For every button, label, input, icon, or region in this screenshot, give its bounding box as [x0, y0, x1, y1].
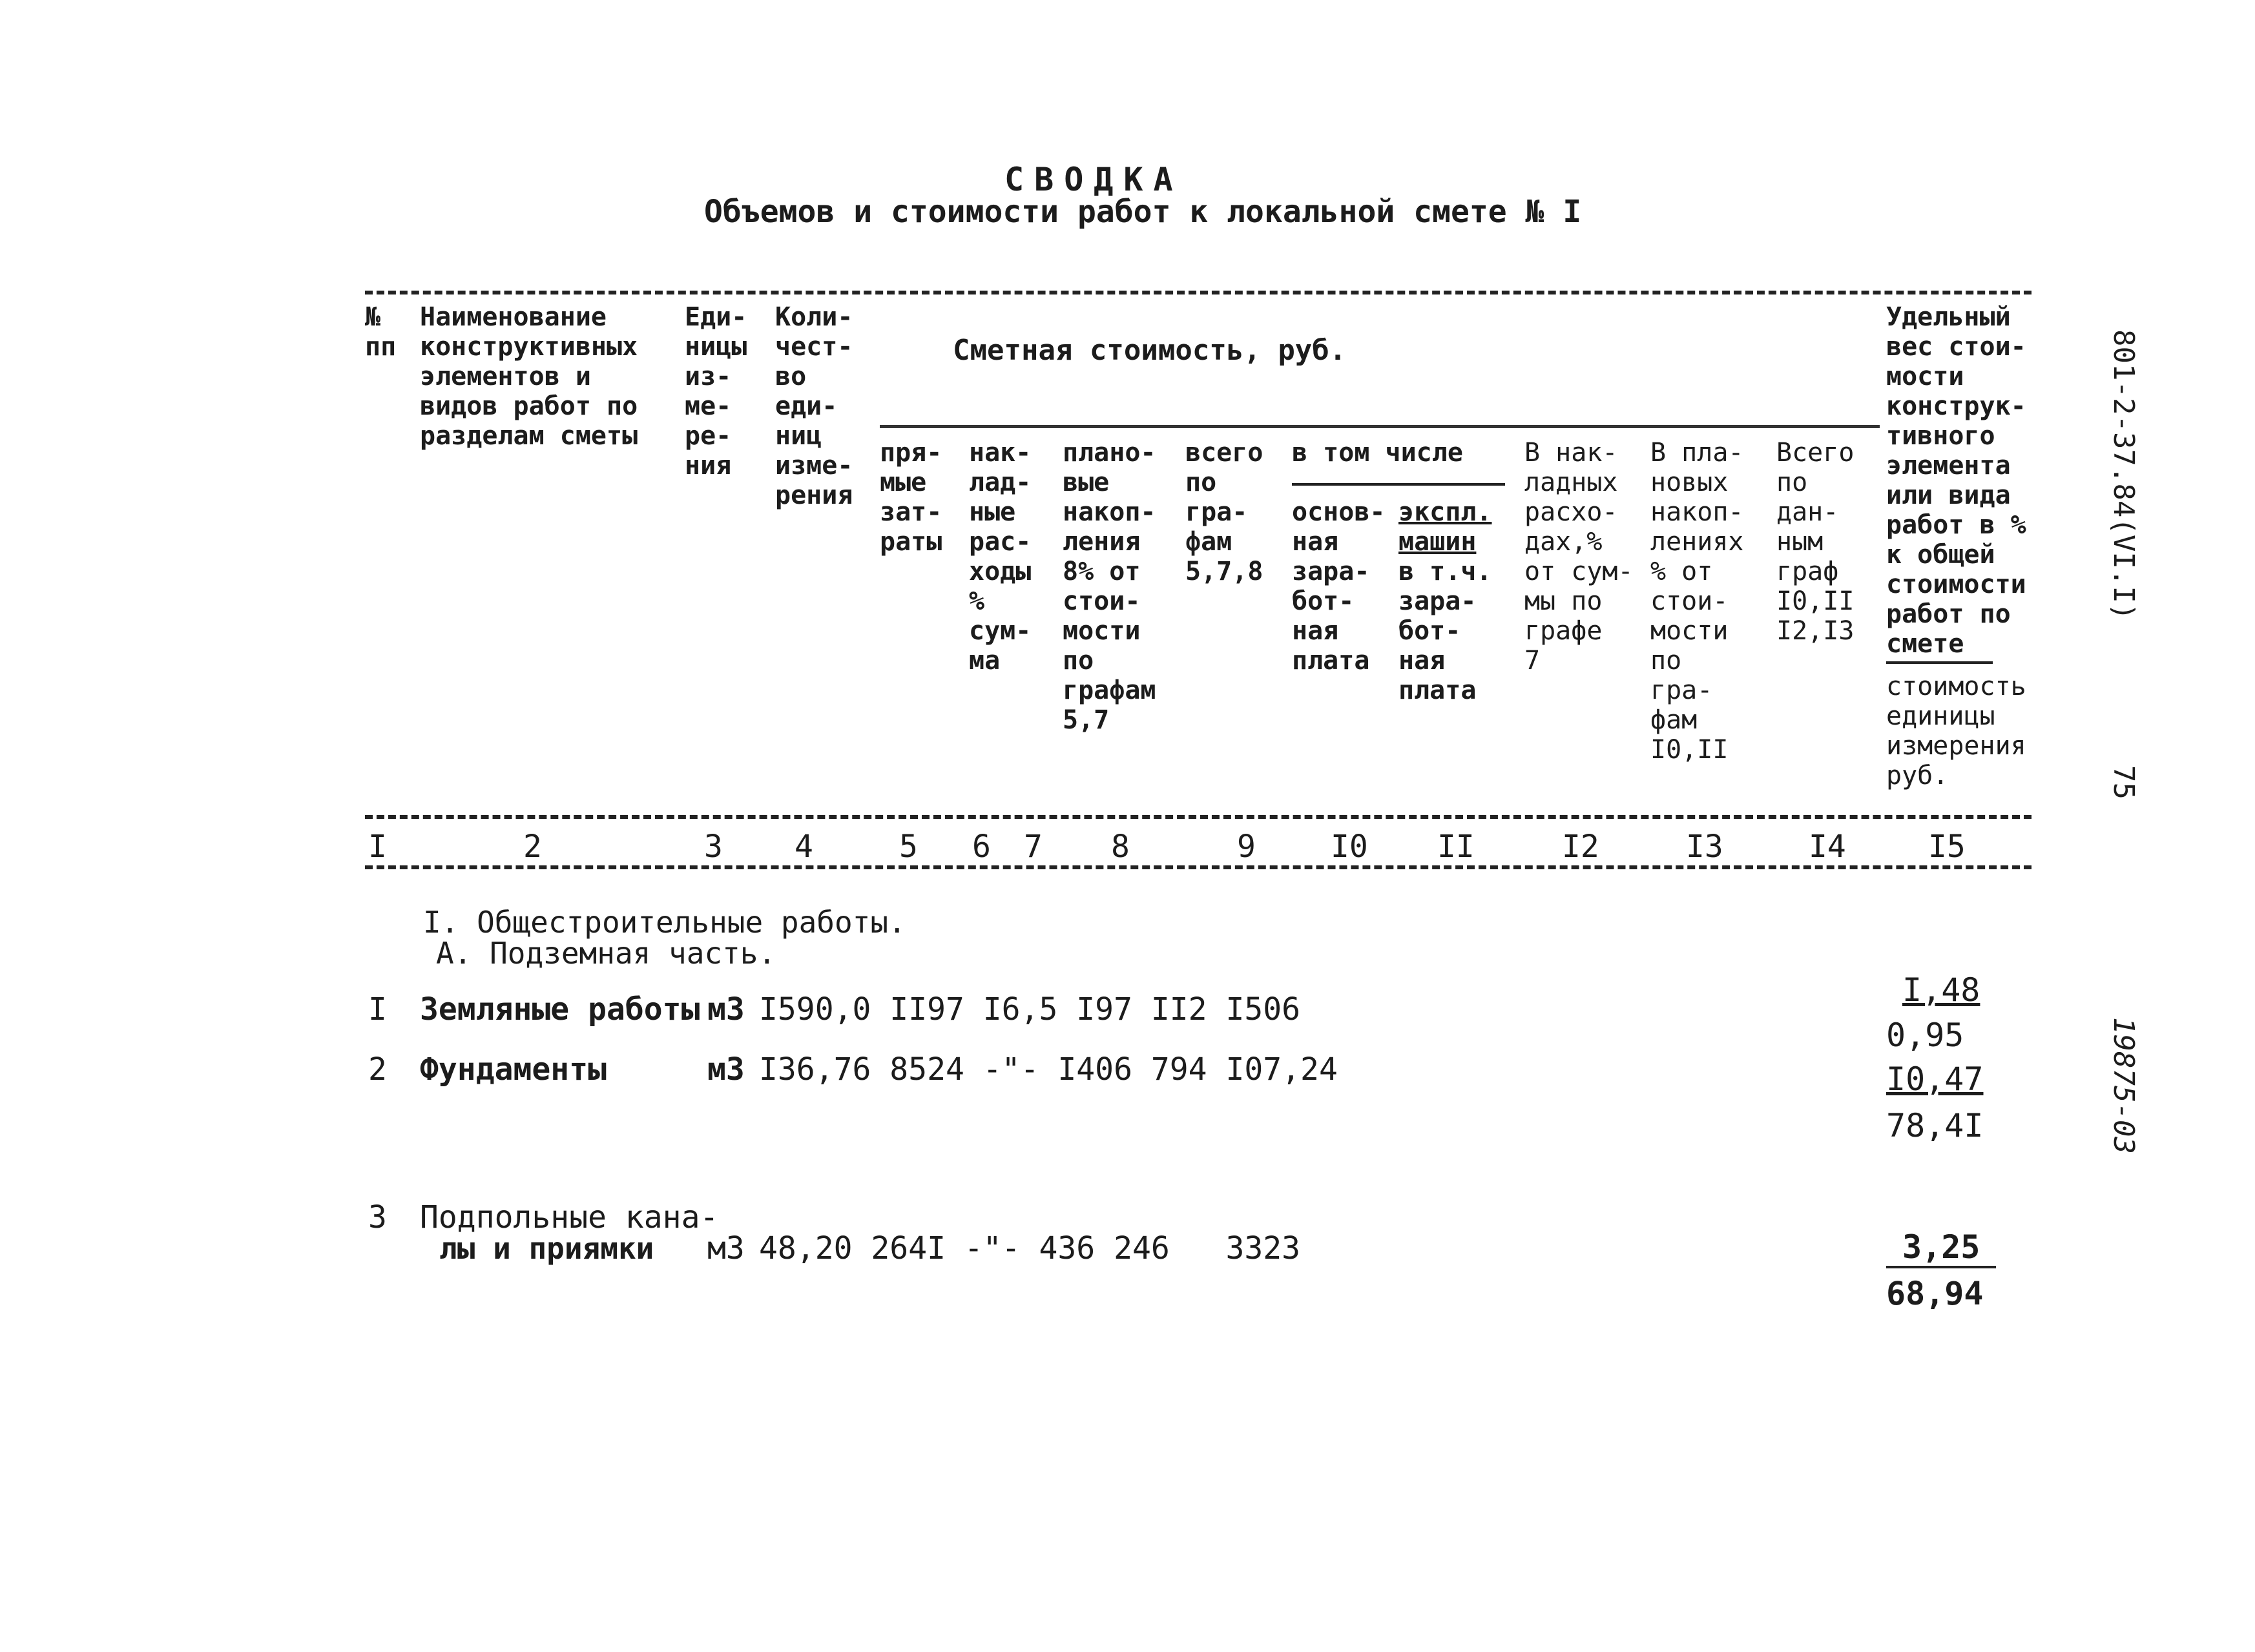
col-number-2: 2 [523, 829, 542, 865]
row-2-number: 2 [368, 1051, 387, 1088]
row-1-unit: м3 [707, 991, 745, 1027]
row-1-weight: I,48 [1902, 971, 1980, 1009]
col-number-11: II [1437, 829, 1475, 865]
row-2-name: Фундаменты [420, 1051, 607, 1088]
row-3-name-line-1: Подпольные кана- [420, 1199, 719, 1235]
row-3-values: 48,20 264I -"- 436 246 3323 [759, 1230, 1301, 1266]
row-2-values: I36,76 8524 -"- I406 794 I07,24 [759, 1051, 1338, 1088]
header-total-5-7-8: всего по гра- фам 5,7,8 [1185, 438, 1263, 586]
header-unit-weight: Удельный вес стои- мости конструк- тивного элемента или вида работ в % к общей стоимости работ по смете [1886, 302, 2026, 659]
header-total-10-13: Всего по дан- ным граф I0,II I2,I3 [1776, 438, 1855, 646]
header-bottom-rule [365, 815, 2032, 819]
row-3-number: 3 [368, 1199, 387, 1235]
table-top-rule [365, 291, 2032, 294]
header-unit-cost: стоимость единицы измерения руб. [1886, 672, 2026, 790]
header-quantity: Коли- чест- во еди- ниц изме- рения [775, 302, 853, 510]
row-2-unit-cost: 78,4I [1886, 1107, 1984, 1144]
col-number-12: I2 [1562, 829, 1599, 865]
col-number-4: 4 [795, 829, 813, 865]
header-base-wage: основ- ная зара- бот- ная плата [1292, 497, 1386, 676]
col-number-5: 5 [899, 829, 918, 865]
header-overhead-percent: В нак- ладных расхо- дах,% от сум- мы по графе 7 [1524, 438, 1634, 676]
col-number-6: 6 [972, 829, 991, 865]
header-row-number: № пп [365, 302, 397, 362]
row-1-unit-cost: 0,95 [1886, 1017, 1964, 1054]
side-registration-number: 19875-03 [2107, 1017, 2140, 1154]
col-number-15: I5 [1928, 829, 1966, 865]
header-name: Наименование конструктивных элементов и видов работ по разделам сметы [420, 302, 638, 451]
row-2-unit: м3 [707, 1051, 745, 1088]
header-unit: Еди- ницы из- ме- ре- ния [685, 302, 747, 480]
col-number-14: I4 [1809, 829, 1846, 865]
header-subgroup-including: в том числе [1292, 438, 1463, 468]
side-page-number: 75 [2107, 765, 2140, 800]
section-general-construction: I. Общестроительные работы. [423, 905, 906, 940]
col-number-3: 3 [704, 829, 723, 865]
header-planned-savings: плано- вые накоп- ления 8% от стои- мости по графам 5,7 [1063, 438, 1156, 735]
column-numbers-rule [365, 865, 2032, 869]
col-number-1: I [368, 829, 387, 865]
row-3-weight: 3,25 [1902, 1228, 1980, 1266]
document-subtitle: Объемов и стоимости работ к локальной смете № I [704, 194, 1582, 230]
header-direct-costs: пря- мые зат- раты [880, 438, 942, 557]
section-underground-part: А. Подземная часть. [436, 936, 776, 971]
row-3-name-line-2: лы и приямки [439, 1231, 654, 1266]
header-weight-rule [1886, 661, 1993, 664]
row-3-unit-cost: 68,94 [1886, 1275, 1984, 1312]
side-document-code: 801-2-37.84(VI.I) [2107, 329, 2140, 621]
row-3-unit: м3 [707, 1230, 745, 1266]
col-number-13: I3 [1686, 829, 1723, 865]
document-title: СВОДКА [1004, 161, 1183, 198]
col-number-8: 8 [1111, 829, 1130, 865]
header-machine-operation: экспл. машин [1398, 497, 1492, 557]
header-group-rule [880, 425, 1880, 428]
header-machine-wage: в т.ч. зара- бот- ная плата [1398, 557, 1492, 705]
col-number-9: 9 [1237, 829, 1256, 865]
row-1-name: Земляные работы [420, 991, 700, 1027]
row-1-number: I [368, 991, 387, 1027]
row-2-weight: I0,47 [1886, 1060, 1984, 1098]
row-1-values: I590,0 II97 I6,5 I97 II2 I506 [759, 991, 1301, 1027]
header-subgroup-rule [1292, 483, 1505, 486]
header-planned-percent: В пла- новых накоп- лениях % от стои- мости по гра- фам I0,II [1650, 438, 1744, 765]
header-overhead: нак- лад- ные рас- ходы % сум- ма [969, 438, 1032, 676]
header-group-cost: Сметная стоимость, руб. [953, 334, 1347, 367]
col-number-10: I0 [1331, 829, 1368, 865]
row-3-weight-rule [1886, 1266, 1996, 1268]
col-number-7: 7 [1024, 829, 1043, 865]
